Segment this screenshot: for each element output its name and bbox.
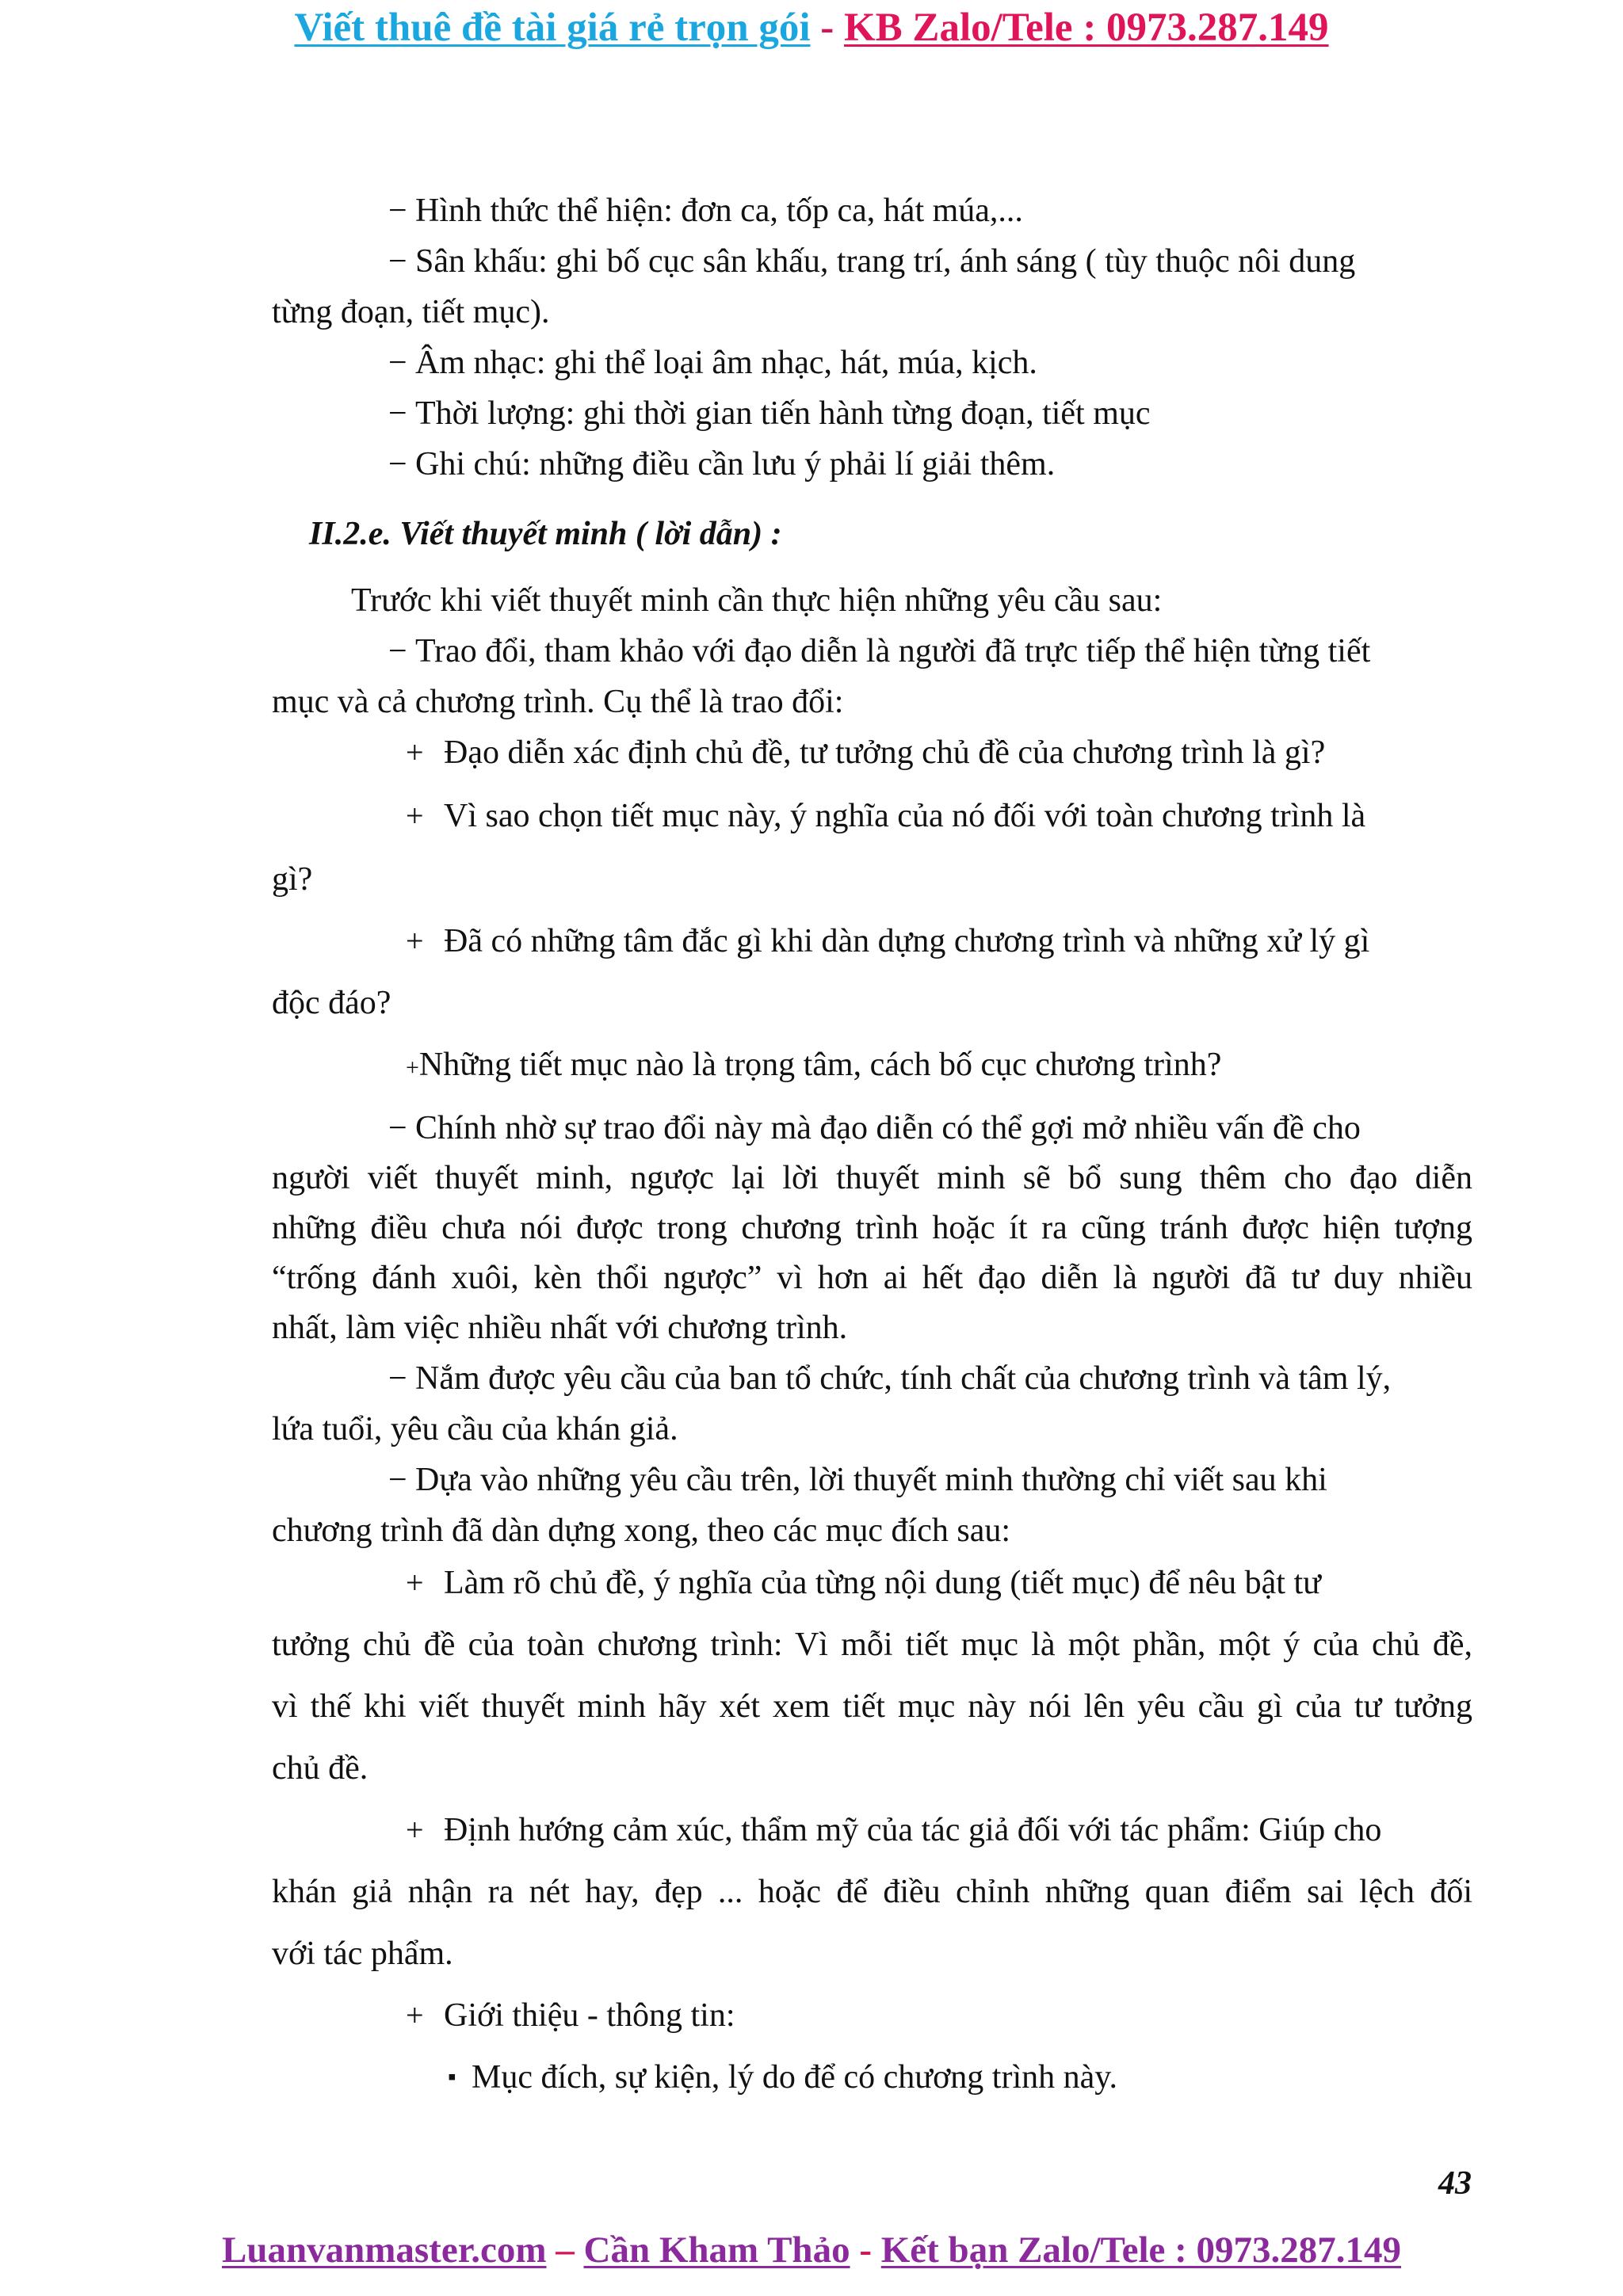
line-text: Làm rõ chủ đề, ý nghĩa của từng nội dung (tiết mục) để nêu bật tư	[444, 1565, 1321, 1601]
dash-marker: −	[388, 1462, 407, 1498]
bullet-line	[388, 393, 1151, 434]
text-line: khán giả nhận ra nét hay, đẹp ... hoặc để điều chỉnh những quan điểm sai lệch đối	[272, 1874, 1472, 1910]
page-number: 43	[1438, 2165, 1472, 2202]
bullet-line	[388, 444, 1055, 485]
text-line: nhất, làm việc nhiều nhất với chương trình.	[272, 1310, 848, 1346]
dash-marker: −	[388, 446, 407, 482]
plus-line	[406, 1810, 1381, 1851]
dash-marker: −	[388, 1110, 407, 1146]
page-header-banner	[0, 2, 1623, 54]
line-text: Nắm được yêu cầu của ban tổ chức, tính chất của chương trình và tâm lý,	[415, 1360, 1392, 1397]
plus-marker: +	[406, 1565, 424, 1600]
header-separator: -	[810, 6, 844, 50]
text-line: gì?	[272, 861, 313, 898]
line-text: Đã có những tâm đắc gì khi dàn dựng chương trình và những xử lý gì	[444, 923, 1370, 959]
line-text: Những tiết mục nào là trọng tâm, cách bố cục chương trình?	[418, 1047, 1222, 1083]
plus-line	[406, 1044, 1221, 1089]
plus-marker: +	[406, 1812, 424, 1848]
line-text: Giới thiệu - thông tin:	[444, 1997, 735, 2034]
footer-separator: –	[546, 2229, 584, 2271]
text-line: từng đoạn, tiết mục).	[272, 294, 550, 330]
text-line: người viết thuyết minh, ngược lại lời thuyết minh sẽ bổ sung thêm cho đạo diễn	[272, 1160, 1472, 1196]
bullet-line	[388, 631, 1370, 672]
line-text: Định hướng cảm xúc, thẩm mỹ của tác giả đối với tác phẩm: Giúp cho	[444, 1812, 1382, 1848]
line-text: Thời lượng: ghi thời gian tiến hành từng đoạn, tiết mục	[415, 395, 1151, 432]
text-line: Trước khi viết thuyết minh cần thực hiện những yêu cầu sau:	[351, 582, 1163, 619]
text-line: mục và cả chương trình. Cụ thể là trao đổi:	[272, 684, 844, 720]
line-text: Dựa vào những yêu cầu trên, lời thuyết minh thường chỉ viết sau khi	[415, 1462, 1327, 1498]
plus-marker: +	[406, 734, 424, 770]
plus-line	[406, 795, 1365, 837]
text-line: lứa tuổi, yêu cầu của khán giả.	[272, 1411, 678, 1447]
header-contact-link[interactable]: KB Zalo/Tele : 0973.287.149	[844, 6, 1329, 50]
text-line: chủ đề.	[272, 1750, 369, 1787]
footer-site-link[interactable]: Luanvanmaster.com	[221, 2229, 547, 2271]
line-text: Hình thức thể hiện: đơn ca, tốp ca, hát múa,...	[415, 193, 1023, 229]
plus-line	[406, 732, 1325, 773]
dash-marker: −	[388, 345, 407, 381]
plus-marker: +	[406, 1997, 424, 2033]
dash-marker: −	[388, 193, 407, 229]
plus-line	[406, 1562, 1321, 1604]
text-line: vì thế khi viết thuyết minh hãy xét xem tiết mục này nói lên yêu cầu gì của tư tưởng	[272, 1688, 1472, 1725]
square-bullet-line	[448, 2057, 1117, 2098]
line-text: Mục đích, sự kiện, lý do để có chương trình này.	[472, 2059, 1118, 2096]
plus-marker: +	[406, 1055, 419, 1081]
bullet-line	[388, 1358, 1391, 1399]
text-line: độc đáo?	[272, 985, 391, 1021]
text-line: với tác phẩm.	[272, 1936, 453, 1972]
line-text: Sân khấu: ghi bố cục sân khấu, trang trí, ánh sáng ( tùy thuộc nôi dung	[415, 243, 1356, 280]
footer-contact-link[interactable]: Kết bạn Zalo/Tele : 0973.287.149	[880, 2229, 1402, 2271]
plus-line	[406, 1995, 735, 2036]
footer-separator: -	[850, 2229, 881, 2271]
line-text: Vì sao chọn tiết mục này, ý nghĩa của nó đối với toàn chương trình là	[444, 798, 1366, 834]
line-text: Đạo diễn xác định chủ đề, tư tưởng chủ đề của chương trình là gì?	[444, 734, 1326, 771]
dash-marker: −	[388, 243, 407, 280]
line-text: Âm nhạc: ghi thể loại âm nhạc, hát, múa, kịch.	[415, 345, 1037, 381]
text-line: tưởng chủ đề của toàn chương trình: Vì mỗi tiết mục là một phần, một ý của chủ đề,	[272, 1627, 1472, 1663]
plus-line	[406, 921, 1369, 962]
page-footer-banner	[0, 2226, 1623, 2274]
bullet-line	[388, 1108, 1361, 1149]
dash-marker: −	[388, 395, 407, 432]
square-bullet-icon: ▪	[448, 2064, 456, 2090]
dash-marker: −	[388, 633, 407, 669]
header-service-link[interactable]: Viết thuê đề tài giá rẻ trọn gói	[294, 6, 811, 50]
text-line: “trống đánh xuôi, kèn thổi ngược” vì hơn ai hết đạo diễn là người đã tư duy nhiều	[272, 1260, 1472, 1296]
plus-marker: +	[406, 798, 424, 833]
line-text: Chính nhờ sự trao đổi này mà đạo diễn có thể gợi mở nhiều vấn đề cho	[415, 1110, 1361, 1146]
plus-marker: +	[406, 923, 424, 959]
section-heading: II.2.e. Viết thuyết minh ( lời dẫn) :	[309, 516, 782, 552]
footer-name-link[interactable]: Cần Kham Thảo	[583, 2229, 850, 2271]
bullet-line	[388, 190, 1023, 231]
bullet-line	[388, 342, 1037, 383]
line-text: Ghi chú: những điều cần lưu ý phải lí giải thêm.	[415, 446, 1056, 482]
bullet-line	[388, 241, 1355, 282]
bullet-line	[388, 1459, 1327, 1501]
dash-marker: −	[388, 1360, 407, 1397]
text-line: chương trình đã dàn dựng xong, theo các mục đích sau:	[272, 1512, 1010, 1549]
line-text: Trao đổi, tham khảo với đạo diễn là người đã trực tiếp thể hiện từng tiết	[415, 633, 1371, 669]
text-line: những điều chưa nói được trong chương trình hoặc ít ra cũng tránh được hiện tượng	[272, 1210, 1472, 1246]
